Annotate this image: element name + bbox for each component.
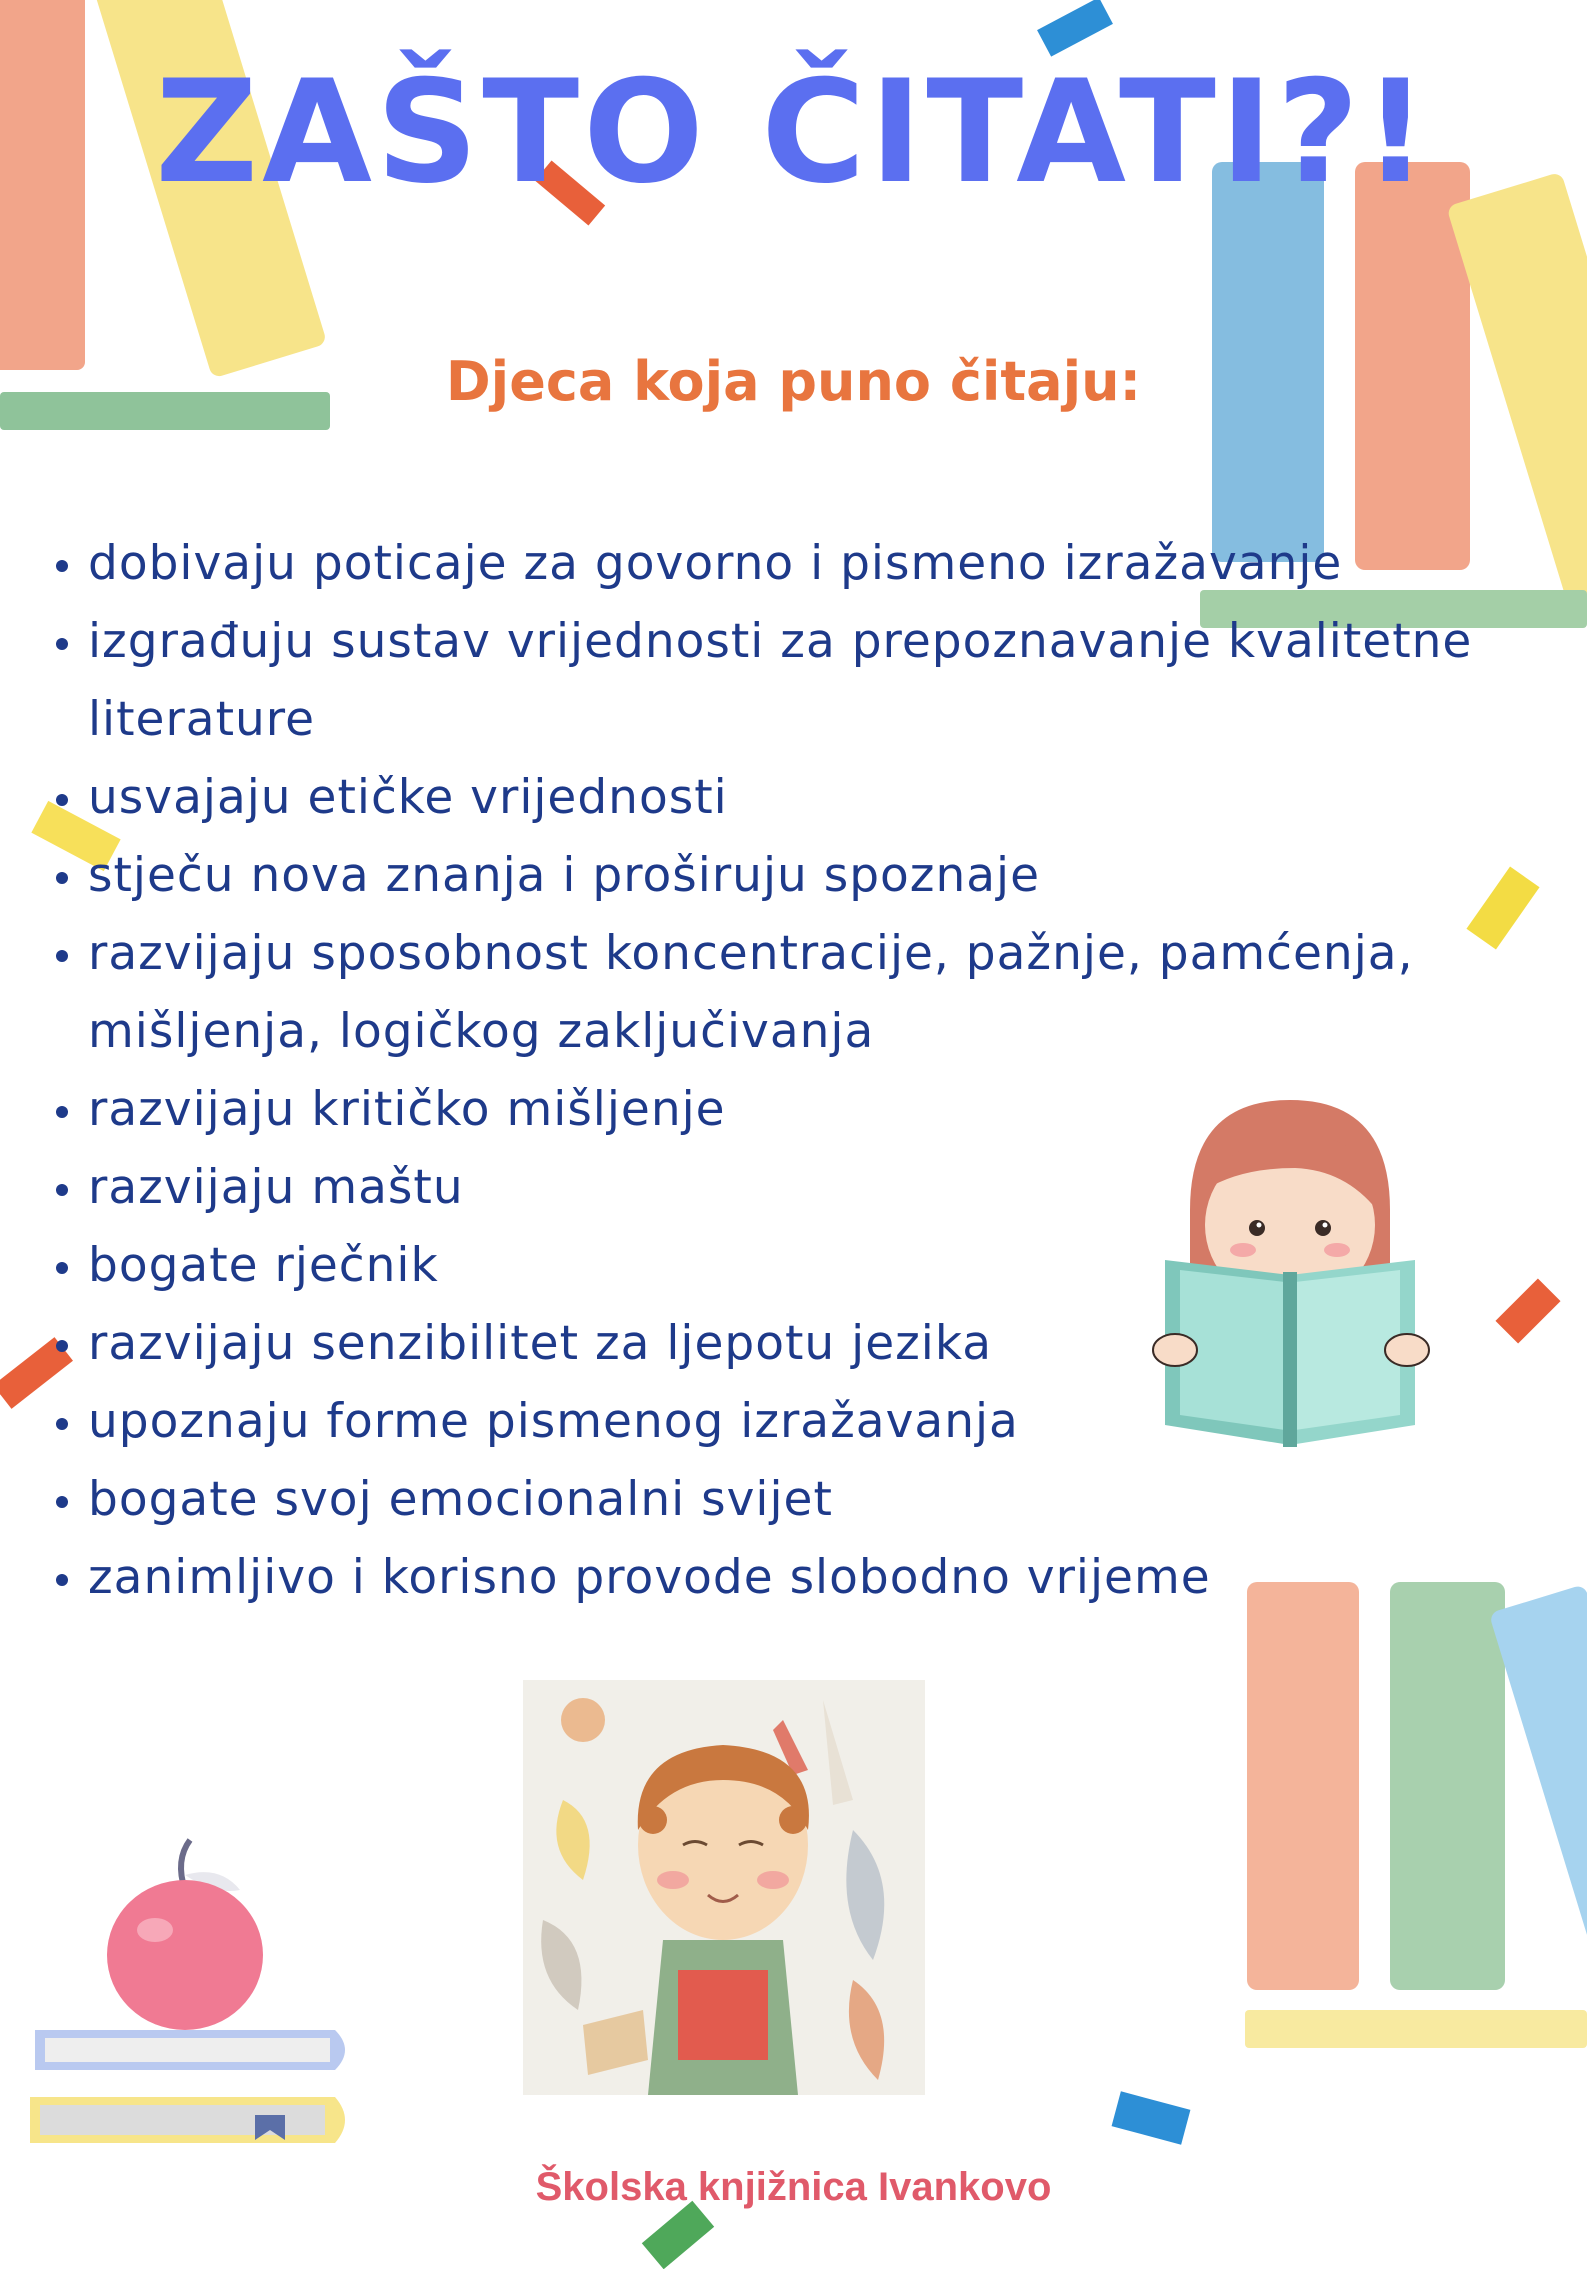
list-item: upoznaju forme pismenog izražavanja <box>50 1383 1550 1461</box>
list-item: zanimljivo i korisno provode slobodno vrijeme <box>50 1539 1550 1617</box>
list-item: usvajaju etičke vrijednosti <box>50 759 1550 837</box>
benefits-list <box>50 525 1550 1617</box>
footer-library-name: Školska knjižnica Ivankovo <box>535 2165 1052 2209</box>
page-subtitle: Djeca koja puno čitaju: <box>445 350 1142 413</box>
list-item: razvijaju senzibilitet za ljepotu jezika <box>50 1305 1550 1383</box>
confetti-blue-bottom <box>1112 2091 1191 2144</box>
list-item: razvijaju sposobnost koncentracije, pažnje, pamćenja, mišljenja, logičkog zaključivanja <box>50 915 1488 1071</box>
list-item: izgrađuju sustav vrijednosti za prepoznavanje kvalitetne literature <box>50 603 1508 759</box>
apple-books-illustration <box>25 1835 365 2175</box>
shelf-yellow-bottom-right <box>1245 2010 1587 2048</box>
list-item: razvijaju maštu <box>50 1149 1550 1227</box>
list-item: dobivaju poticaje za govorno i pismeno izražavanje <box>50 525 1550 603</box>
list-item: bogate svoj emocionalni svijet <box>50 1461 1550 1539</box>
boy-reading-collage-image <box>523 1680 925 2095</box>
book-spine-green-bottom-right <box>1390 1582 1505 1990</box>
confetti-blue-top <box>1037 0 1113 57</box>
confetti-green-bottom <box>642 2201 714 2269</box>
list-item: stječu nova znanja i proširuju spoznaje <box>50 837 1550 915</box>
page-title: ZAŠTO ČITATI?! <box>155 50 1432 215</box>
list-item: razvijaju kritičko mišljenje <box>50 1071 1550 1149</box>
list-item: bogate rječnik <box>50 1227 1550 1305</box>
book-spine-orange-bottom-right <box>1247 1582 1359 1990</box>
